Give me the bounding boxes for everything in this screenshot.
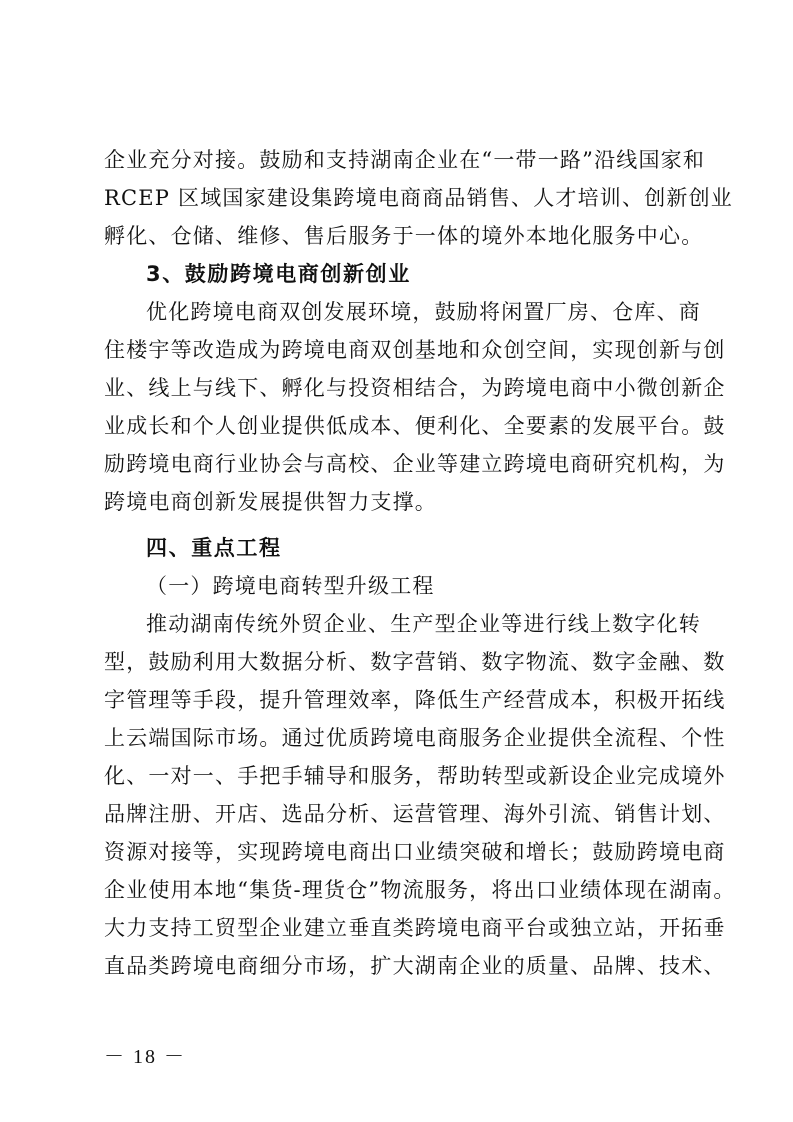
body-text-line: 业、线上与线下、孵化与投资相结合，为跨境电商中小微创新企 [104,376,726,400]
chapter-heading: 四、重点工程 [146,536,282,560]
subsection-heading: （一）跨境电商转型升级工程 [146,574,435,598]
body-text-line: 孵化、仓储、维修、售后服务于一体的境外本地化服务中心。 [104,224,704,248]
body-text-line: 励跨境电商行业协会与高校、企业等建立跨境电商研究机构，为 [104,452,726,476]
body-text-line: 型，鼓励利用大数据分析、数字营销、数字物流、数字金融、数 [104,650,726,674]
body-text-line: 直品类跨境电商细分市场，扩大湖南企业的质量、品牌、技术、 [104,954,726,978]
body-text-line: 跨境电商创新发展提供智力支撑。 [104,490,437,514]
body-text-line: 业成长和个人创业提供低成本、便利化、全要素的发展平台。鼓 [104,414,726,438]
body-text-line: 住楼宇等改造成为跨境电商双创基地和众创空间，实现创新与创 [104,338,726,362]
body-text-line: 字管理等手段，提升管理效率，降低生产经营成本，积极开拓线 [104,688,726,712]
section-heading: 3、鼓励跨境电商创新创业 [146,262,411,286]
body-text-line: 优化跨境电商双创发展环境，鼓励将闲置厂房、仓库、商 [146,300,701,324]
body-text-line: 化、一对一、手把手辅导和服务，帮助转型或新设企业完成境外 [104,764,726,788]
page-number: － 18 － [104,1046,186,1068]
body-text-line: 上云端国际市场。通过优质跨境电商服务企业提供全流程、个性 [104,726,726,750]
body-text-line: 企业使用本地“集货-理货仓”物流服务，将出口业绩体现在湖南。 [104,878,736,902]
body-text-line: 企业充分对接。鼓励和支持湖南企业在“一带一路”沿线国家和 [104,148,706,172]
body-text-line: 资源对接等，实现跨境电商出口业绩突破和增长；鼓励跨境电商 [104,840,726,864]
body-text-line: 大力支持工贸型企业建立垂直类跨境电商平台或独立站，开拓垂 [104,916,726,940]
body-text-line: RCEP 区域国家建设集跨境电商商品销售、人才培训、创新创业 [104,186,734,210]
body-text-line: 品牌注册、开店、选品分析、运营管理、海外引流、销售计划、 [104,802,726,826]
body-text-line: 推动湖南传统外贸企业、生产型企业等进行线上数字化转 [146,612,701,636]
